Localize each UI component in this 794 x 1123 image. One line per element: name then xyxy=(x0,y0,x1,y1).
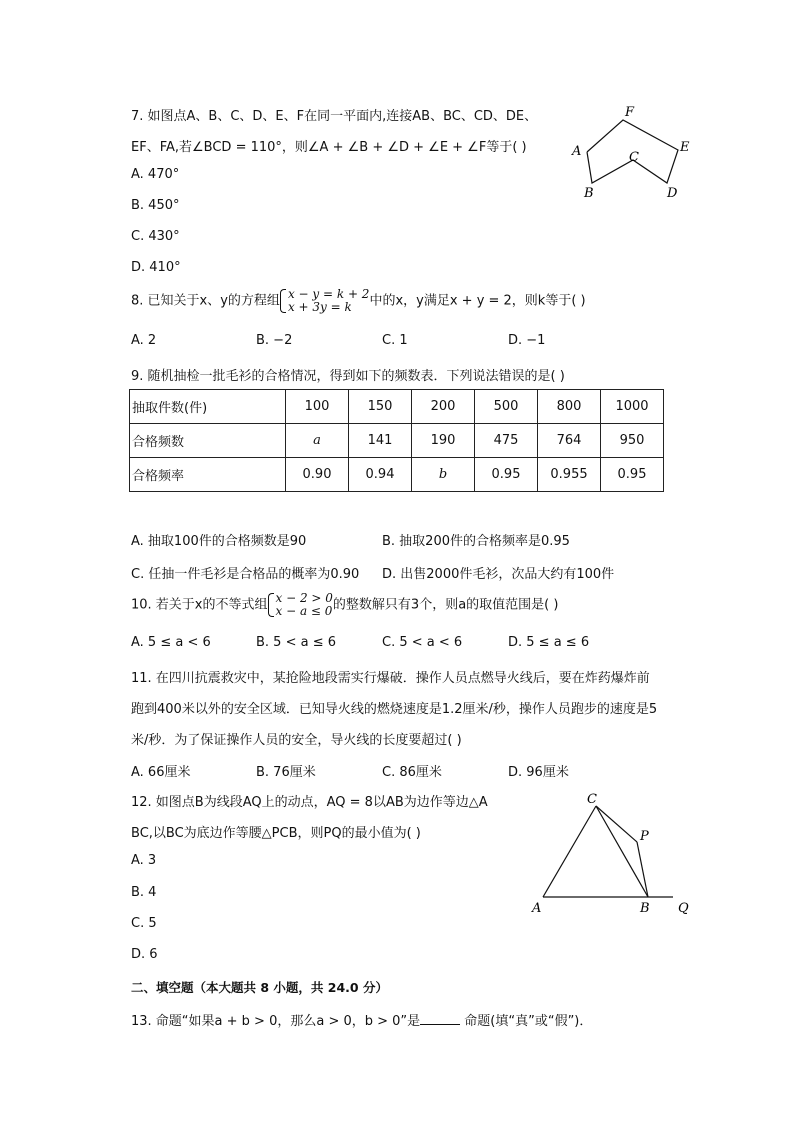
q10-stem xyxy=(131,592,558,618)
section-title: 二、填空题（本大题共 8 小题，共 24.0 分） xyxy=(131,980,388,995)
q9-option-a: A. 抽取100件的合格频数是90 xyxy=(131,534,307,549)
q12-side-cp xyxy=(596,806,637,842)
q10-inequality-system xyxy=(268,592,333,618)
q7-option-c: C. 430° xyxy=(131,229,180,244)
q12-stem-line1: 12. 如图点B为线段AQ上的动点，AQ = 8以AB为边作等边△A xyxy=(131,795,488,810)
table-cell: b xyxy=(412,458,475,492)
q12-option-d: D. 6 xyxy=(131,947,158,962)
q12-side-pb xyxy=(637,842,648,897)
q9-stem: 9. 随机抽检一批毛衫的合格情况，得到如下的频数表．下列说法错误的是( ) xyxy=(131,369,565,384)
q11-stem-line3: 米/秒．为了保证操作人员的安全，导火线的长度要超过( ) xyxy=(131,733,462,748)
q10-option-d: D. 5 ≤ a ≤ 6 xyxy=(508,635,590,650)
table-cell: 150 xyxy=(349,390,412,424)
q10-option-b: B. 5 < a ≤ 6 xyxy=(256,635,337,650)
q11-stem-line2: 跑到400米以外的安全区域．已知导火线的燃烧速度是1.2厘米/秒，操作人员跑步的速度是5 xyxy=(131,702,658,717)
table-row xyxy=(130,390,664,424)
table-cell: 抽取件数(件) xyxy=(130,390,286,424)
table-cell: 141 xyxy=(349,424,412,458)
table-cell: 合格频率 xyxy=(130,458,286,492)
table-row xyxy=(130,458,664,492)
q9-option-c: C. 任抽一件毛衫是合格品的概率为0.90 xyxy=(131,567,360,582)
table-cell: 200 xyxy=(412,390,475,424)
q7-option-a: A. 470° xyxy=(131,167,180,182)
q8-suffix: 中的x，y满足x + y = 2，则k等于( ) xyxy=(369,293,586,309)
table-cell: 475 xyxy=(475,424,538,458)
q12-option-b: B. 4 xyxy=(131,885,157,900)
frequency-table xyxy=(129,389,664,492)
q8-eq2: x + 3y = k xyxy=(287,300,352,314)
q10-ineq1: x − 2 > 0 xyxy=(275,591,333,605)
answer-blank[interactable] xyxy=(420,1012,460,1025)
q8-option-c: C. 1 xyxy=(382,333,408,348)
table-cell: 0.90 xyxy=(286,458,349,492)
q7-label-b: B xyxy=(584,186,594,201)
table-cell: 764 xyxy=(538,424,601,458)
q8-option-b: B. −2 xyxy=(256,333,293,348)
q7-label-f: F xyxy=(625,105,635,120)
q10-suffix: 的整数解只有3个，则a的取值范围是( ) xyxy=(332,597,559,613)
q12-label-a: A xyxy=(532,901,542,916)
table-cell: 0.955 xyxy=(538,458,601,492)
q8-equation-system xyxy=(280,288,370,314)
table-cell: 800 xyxy=(538,390,601,424)
q10-option-a: A. 5 ≤ a < 6 xyxy=(131,635,211,650)
table-cell: 500 xyxy=(475,390,538,424)
q11-option-d: D. 96厘米 xyxy=(508,765,569,780)
q7-stem-line2: EF、FA,若∠BCD = 110°，则∠A + ∠B + ∠D + ∠E + ∠F等于( ) xyxy=(131,140,527,155)
table-cell: 0.94 xyxy=(349,458,412,492)
q13-stem xyxy=(131,1010,592,1029)
q9-option-b: B. 抽取200件的合格频率是0.95 xyxy=(382,534,570,549)
q8-prefix: 8. 已知关于x、y的方程组 xyxy=(131,293,280,309)
q11-option-a: A. 66厘米 xyxy=(131,765,191,780)
q12-stem-line2: BC,以BC为底边作等腰△PCB，则PQ的最小值为( ) xyxy=(131,826,421,841)
q12-option-a: A. 3 xyxy=(131,853,157,868)
q8-stem xyxy=(131,288,586,314)
q8-eq1: x − y = k + 2 xyxy=(287,287,370,301)
table-cell: 100 xyxy=(286,390,349,424)
q8-option-d: D. −1 xyxy=(508,333,546,348)
q11-option-b: B. 76厘米 xyxy=(256,765,316,780)
q12-side-ac xyxy=(543,806,596,897)
q7-stem-line1: 7. 如图点A、B、C、D、E、F在同一平面内,连接AB、BC、CD、DE、 xyxy=(131,109,538,124)
table-cell: a xyxy=(286,424,349,458)
q11-option-c: C. 86厘米 xyxy=(382,765,442,780)
table-cell: 1000 xyxy=(601,390,664,424)
table-cell: 950 xyxy=(601,424,664,458)
q7-label-e: E xyxy=(680,140,690,155)
table-cell: 190 xyxy=(412,424,475,458)
q12-option-c: C. 5 xyxy=(131,916,157,931)
q12-label-p: P xyxy=(640,829,649,844)
table-row xyxy=(130,424,664,458)
q13-suffix: 命题(填“真”或“假”)． xyxy=(464,1014,593,1029)
q9-option-d: D. 出售2000件毛衫，次品大约有100件 xyxy=(382,567,615,582)
q12-label-b: B xyxy=(640,901,650,916)
q7-label-c: C xyxy=(629,150,639,165)
table-cell: 合格频数 xyxy=(130,424,286,458)
q7-figure xyxy=(565,100,695,205)
table-cell: 0.95 xyxy=(601,458,664,492)
q10-option-c: C. 5 < a < 6 xyxy=(382,635,463,650)
q7-option-b: B. 450° xyxy=(131,198,180,213)
q12-label-q: Q xyxy=(678,901,689,916)
q12-side-cb xyxy=(596,806,648,897)
q10-ineq2: x − a ≤ 0 xyxy=(275,604,333,618)
q7-option-d: D. 410° xyxy=(131,260,181,275)
q8-option-a: A. 2 xyxy=(131,333,157,348)
q10-prefix: 10. 若关于x的不等式组 xyxy=(131,597,268,613)
q7-label-d: D xyxy=(667,186,678,201)
q7-label-a: A xyxy=(572,144,582,159)
q12-label-c: C xyxy=(587,792,597,807)
q11-stem-line1: 11. 在四川抗震救灾中，某抢险地段需实行爆破．操作人员点燃导火线后，要在炸药爆炸前 xyxy=(131,671,650,686)
table-cell: 0.95 xyxy=(475,458,538,492)
q12-figure xyxy=(528,790,698,920)
q13-prefix: 13. 命题“如果a + b > 0，那么a > 0，b > 0”是 xyxy=(131,1014,421,1029)
